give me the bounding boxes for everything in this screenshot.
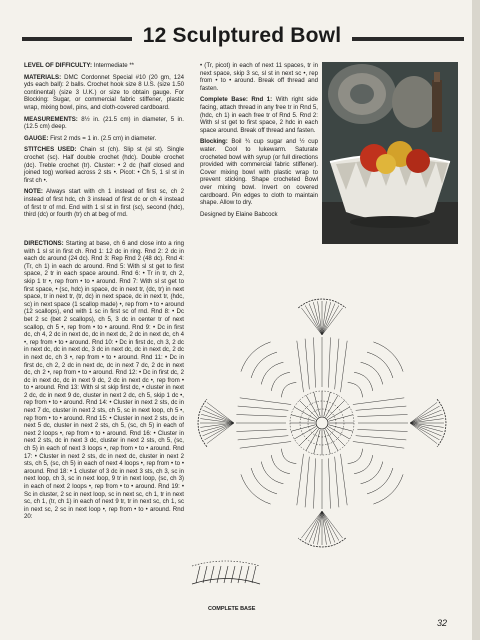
base-chart-stitch <box>231 566 235 583</box>
chart-petal-stitch <box>297 341 304 392</box>
measurements-paragraph: MEASUREMENTS: 8½ in. (21.5 cm) in diameter, 5 in. (12.5 cm) deep. <box>24 115 184 131</box>
bowl-photo-illustration <box>322 62 458 244</box>
base-chart-top-edge <box>192 561 260 566</box>
base-chart-stitch <box>217 566 221 583</box>
chart-radial-stitch <box>324 392 330 416</box>
complete-base-paragraph: Complete Base: Rnd 1: With right side facing, attach thread in any free tr in Rnd 5, (hdc, ch 1) in each free tr of Rnd 5. Rnd 2: With sl st get to first space, 2 hdc in each space around. Break off thread and fasten. <box>200 96 318 134</box>
chart-fan-stitch <box>410 423 440 440</box>
chart-radial-stitch <box>314 430 320 454</box>
note-paragraph: NOTE: Always start with ch 1 instead of first sc, ch 2 instead of first hdc, ch 3 instead of first dc or ch 4 instead of first tr of rnd. End with 1 sl st in first (sc), second (hdc), third (dc) or fourth (tr) ch at beg of rnd. <box>24 188 184 219</box>
chart-petal-stitch <box>328 458 330 508</box>
chart-chain-loop <box>282 449 297 464</box>
round-20-continued: • (Tr, picot) in each of next 11 spaces, tr in next space, skip 3 sc, sl st in next sc •, rep from • to • around. Break off thread and fasten. <box>200 62 318 92</box>
chart-chain-loop <box>367 352 393 378</box>
page-number: 32 <box>437 618 448 628</box>
designer-credit: Designed by Elaine Babcock <box>200 210 278 218</box>
chart-chain-loop <box>367 468 393 494</box>
chart-radial-stitch <box>324 430 330 454</box>
chart-radial-stitch <box>327 428 345 446</box>
chart-fan-stitch <box>322 302 331 335</box>
chart-radial-stitch <box>314 392 320 416</box>
chart-petal-stitch <box>240 398 291 405</box>
chart-fan-stitch <box>313 302 322 335</box>
base-chart-stitch <box>224 566 228 583</box>
chart-petal-stitch <box>353 398 404 405</box>
chart-radial-stitch <box>294 407 316 420</box>
gauge-paragraph: GAUGE: First 2 rnds = 1 in. (2.5 cm) in diameter. <box>24 134 157 142</box>
chart-petal-stitch <box>328 337 330 387</box>
title-bar <box>0 18 480 58</box>
chart-petal-stitch <box>297 454 304 505</box>
diagram-caption: COMPLETE BASE <box>208 606 256 612</box>
chart-radial-stitch <box>329 415 353 421</box>
chart-petal-stitch <box>357 414 407 416</box>
chart-radial-stitch <box>306 429 319 451</box>
directions-paragraph: DIRECTIONS: Starting at base, ch 6 and close into a ring with 1 sl st in first ch. Rnd 1: 12 dc in ring. Rnd 2: 2 dc in each dc around (24 dc). Rnd 3: Rep Rnd 2 (48 dc). Rnd 4: (Tr, ch 1) in each dc around. Rnd 5: With sl st get to first space, 2 tr in each space around. Rnd 6: • Tr in tr, ch 2, skip 1 tr •, rep from • to • around. Rnd 7: With sl st get to first space, • (sc, hdc) in space, dc in next tr, (dc, tr) in next space, tr in next tr, (tr, dc) in next space, dc in next tr, (hdc, sc) in next space (1 scallop made) •, rep from • to • around (12 scallops), end with 1 sc in first sc of rnd. Rnd 8: • Dc bet 2 sc (bet 2 scallops), ch 5, 3 dc in center tr of next scallop, ch 5 •, rep from • to • around. Rnd 9: • Dc in first dc, ch 4, 2 dc in next dc, dc in next dc, 2 dc in next dc, ch 4 •, rep from • to • around. Rnd 10: • Dc in first dc, ch 3, 2 dc in next dc, dc in next dc, 3 dc in next dc, dc in next dc, 2 dc in next dc, ch 3 •, rep from • to • around. Rnd 11: • Dc in first dc, ch 2, 2 dc in next dc, dc in next 7 dc, 2 dc in next dc, ch 2 •, rep from • to • around. Rnd 12: • Dc in first dc, 2 dc in next dc, dc in next 9 dc, 2 dc in next dc •, rep from • to • around. Rnd 13: With sl st skip first dc, • cluster in next 2 dc, dc in next 9 dc, cluster in next 2 dc, ch 5, skip 1 dc •, rep from • to • around. Rnd 14: • Cluster in next 2 sts, dc in next 7 dc, cluster in next 2 sts, ch 5, sc in next loop, ch 5 •, rep from • to • around. Rnd 15: • Cluster in next 2 sts, dc in next 5 dc, cluster in next 2 sts, ch 5, (sc, ch 5) in each of next 2 loops •, rep from • to • around. Rnd 16: • Cluster in next 2 sts, dc in next 3 dc, cluster in next 2 sts, ch 5, (sc, ch 5) in each of next 3 loops •, rep from • to • around. Rnd 17: • Cluster in next 2 sts, dc in next dc, cluster in next 2 sts, ch 5, (sc, ch 5) in each of next 4 loops •, rep from • to • around. Rnd 18: • 1 cluster of 3 dc in next 3 sts, ch 3, sc in next loop, ch 3, sc in next loop, 9 tr in next loop, (sc, ch 3) in each of next 2 loops •, rep from • to • around. Rnd 19: • Sc in cluster, 2 sc in next loop, sc in next sc, ch 1, tr in next sc, ch 1, (tr, ch 1) in each of next 9 tr, tr in next sc, ch 1, sc in next sc, 2 sc in next loop •, rep from • to • around. Rnd 20: <box>24 240 184 521</box>
crochet-chart-diagram <box>186 248 458 598</box>
chart-chain-loop <box>251 468 277 494</box>
chart-fan-stitch <box>410 406 440 423</box>
page-title: 12 Sculptured Bowl <box>142 24 342 47</box>
chart-petal-stitch <box>313 458 315 508</box>
chart-chain-loop <box>354 372 373 391</box>
chart-petal-stitch <box>238 436 289 440</box>
base-chart-stitch <box>252 566 256 583</box>
chart-fan-stitch <box>204 423 234 440</box>
chart-petal-stitch <box>356 406 407 410</box>
chart-fan-stitch <box>201 414 234 423</box>
chart-petal-stitch <box>341 454 348 505</box>
chart-fan-stitch <box>410 414 443 423</box>
chart-radial-stitch <box>327 400 345 418</box>
chart-fan-stitch <box>201 423 234 432</box>
chart-petal-stitch <box>357 429 407 431</box>
base-chart-stitch <box>196 566 200 583</box>
base-chart-stitch <box>238 566 242 583</box>
chart-chain-loop <box>348 449 363 464</box>
chart-fan-stitch <box>305 305 322 335</box>
chart-petal-stitch <box>353 442 404 449</box>
chart-petal-stitch <box>238 406 289 410</box>
level-paragraph: LEVEL OF DIFFICULTY: Intermediate ** <box>24 62 135 69</box>
chart-petal-stitch <box>236 429 286 431</box>
chart-fan-stitch <box>305 511 322 541</box>
chart-radial-stitch <box>329 425 353 431</box>
directions-column <box>24 240 184 525</box>
chart-chain-loop <box>251 352 277 378</box>
chart-radial-stitch <box>294 427 316 440</box>
chart-chain-loop <box>271 455 290 474</box>
title-rule-right <box>352 37 464 41</box>
chart-chain-loop <box>282 383 297 398</box>
chart-fan-stitch <box>322 305 339 335</box>
instructions-column-left <box>24 62 184 223</box>
chart-petal-stitch <box>240 442 291 449</box>
chart-radial-stitch <box>291 425 315 431</box>
chart-fan-stitch <box>322 511 331 544</box>
chart-chain-loop <box>261 462 283 484</box>
chart-petal-stitch <box>356 436 407 440</box>
chart-radial-stitch <box>299 400 317 418</box>
chart-chain-loop <box>361 462 383 484</box>
chart-fan-stitch <box>410 423 443 432</box>
chart-chain-loop <box>261 362 283 384</box>
chart-chain-loop <box>271 372 290 391</box>
chart-petal-stitch <box>305 457 309 508</box>
chart-radial-stitch <box>291 415 315 421</box>
chart-petal-stitch <box>313 337 315 387</box>
chart-center-ring <box>316 417 328 429</box>
chart-petal-stitch <box>335 339 339 390</box>
page-edge <box>472 0 480 640</box>
blocking-paragraph: Blocking: Boil ¾ cup sugar and ½ cup water. Cool to lukewarm. Saturate crocheted bowl with syrup (or full directions provided with commercial fabric stiffener). Cover mixing bowl with plastic wrap to prevent sticking. Shape crocheted Bowl over mixing bowl. Invert on covered cardboard. Pin edges to cloth to maintain shape. Allow to dry. <box>200 138 319 207</box>
chart-radial-stitch <box>328 407 350 420</box>
chart-petal-stitch <box>305 339 309 390</box>
chart-chain-loop <box>354 455 373 474</box>
base-chart-edge <box>192 579 260 585</box>
chart-fan-stitch <box>204 406 234 423</box>
chart-radial-stitch <box>299 428 317 446</box>
chart-petal-stitch <box>335 457 339 508</box>
materials-paragraph: MATERIALS: DMC Cordonnet Special #10 (20 gm, 124 yds each ball): 2 balls. Crochet hook size 8 U.S. (size 1.50 continental) (size 3 U.K.) or size to obtain gauge. For Blocking: Sugar, or commercial fabric stiffener, plastic wrap, mixing bowl, pins, and cloth-covered cardboard. <box>24 73 185 111</box>
base-chart-stitch <box>210 566 214 583</box>
title-rule-left <box>22 37 132 41</box>
chart-chain-loop <box>348 383 363 398</box>
instructions-column-right <box>200 62 318 222</box>
chart-petal-stitch <box>341 341 348 392</box>
crochet-chart-svg <box>186 248 458 598</box>
chart-chain-loop <box>361 362 383 384</box>
bowl-photo <box>322 62 458 244</box>
chart-fan-stitch <box>322 511 339 541</box>
chart-petal-stitch <box>236 414 286 416</box>
stitches-paragraph: STITCHES USED: Chain st (ch). Slip st (sl st). Single crochet (sc). Half double crochet (hdc). Double crochet (dc). Treble crochet (tr). Cluster: • 2 dc (half closed and joined tog) worked across 2 sts •. Picot: • Ch 5, 1 sl st in first ch •. <box>24 146 184 184</box>
chart-fan-stitch <box>313 511 322 544</box>
